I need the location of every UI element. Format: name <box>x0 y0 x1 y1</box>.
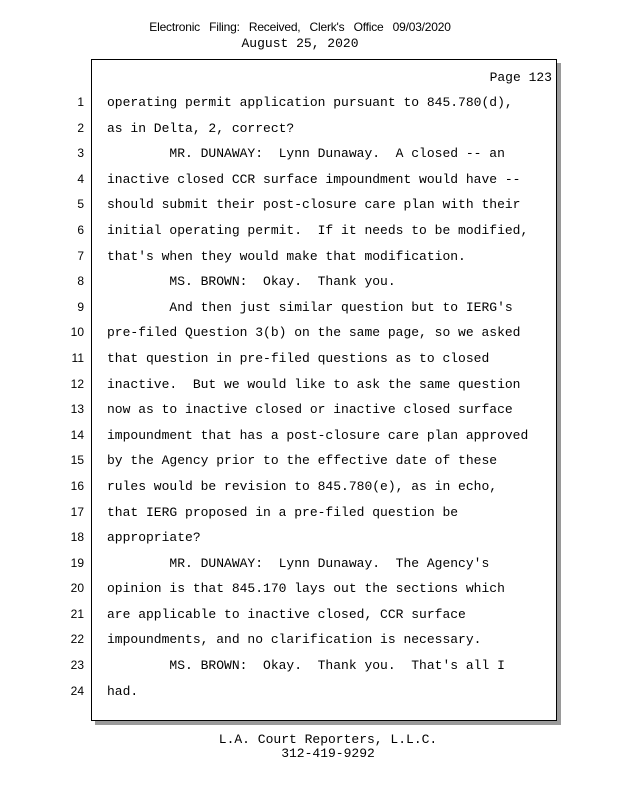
line-number: 18 <box>70 530 84 545</box>
line-text: opinion is that 845.170 lays out the sections which <box>107 581 505 597</box>
line-number: 11 <box>71 350 84 365</box>
line-text: should submit their post-closure care plan with their <box>107 197 521 213</box>
line-number: 21 <box>70 606 84 621</box>
court-reporter-name: L.A. Court Reporters, L.L.C. <box>218 732 438 747</box>
line-text: impoundment that has a post-closure care plan approved <box>107 427 529 443</box>
line-text: MS. BROWN: Okay. Thank you. <box>107 274 396 290</box>
line-number: 2 <box>77 120 84 135</box>
line-number: 14 <box>70 427 84 442</box>
line-number: 12 <box>70 376 84 391</box>
line-number: 19 <box>70 555 84 570</box>
line-text: operating permit application pursuant to 845.780(d), <box>107 95 513 110</box>
line-text: are applicable to inactive closed, CCR surface <box>107 606 466 622</box>
line-number: 3 <box>77 146 84 161</box>
line-text: MS. BROWN: Okay. Thank you. That's all I <box>107 658 505 674</box>
line-text: And then just similar question but to IERG's <box>107 299 513 315</box>
line-text: by the Agency prior to the effective date of these <box>107 453 498 469</box>
page-number: Page 123 <box>489 70 552 85</box>
line-number: 7 <box>77 248 84 263</box>
line-number: 6 <box>77 222 84 237</box>
line-number: 10 <box>70 325 84 340</box>
line-text: impoundments, and no clarification is necessary. <box>107 632 482 648</box>
line-number: 22 <box>70 632 84 647</box>
line-text: inactive closed CCR surface impoundment would have -- <box>107 171 521 187</box>
line-number: 23 <box>70 658 84 673</box>
line-number: 8 <box>77 274 84 289</box>
line-text: that IERG proposed in a pre-filed question be <box>107 504 459 520</box>
line-number: 24 <box>70 683 84 698</box>
line-text: initial operating permit. If it needs to be modified, <box>107 222 529 238</box>
filing-stamp: Electronic Filing: Received, Clerk's Office 09/03/2020 <box>149 20 451 34</box>
line-number: 20 <box>70 581 84 596</box>
line-text: rules would be revision to 845.780(e), as in echo, <box>107 478 498 494</box>
hearing-date: August 25, 2020 <box>241 36 359 51</box>
line-text: as in Delta, 2, correct? <box>107 120 295 136</box>
line-number: 9 <box>77 299 84 314</box>
line-number: 13 <box>70 402 84 417</box>
line-number: 16 <box>70 478 84 493</box>
line-number: 4 <box>77 171 84 186</box>
court-reporter-phone: 312-419-9292 <box>281 746 375 761</box>
line-text: MR. DUNAWAY: Lynn Dunaway. A closed -- an <box>107 146 505 162</box>
line-text: MR. DUNAWAY: Lynn Dunaway. The Agency's <box>107 555 490 571</box>
line-text: that's when they would make that modification. <box>107 248 466 264</box>
line-text: now as to inactive closed or inactive closed surface <box>107 402 513 418</box>
line-text: appropriate? <box>107 530 201 546</box>
line-text: pre-filed Question 3(b) on the same page, so we asked <box>107 325 521 341</box>
line-text: had. <box>107 683 139 699</box>
line-number: 5 <box>77 197 84 212</box>
line-number: 15 <box>70 453 84 468</box>
line-number: 1 <box>77 95 84 109</box>
line-number: 17 <box>70 504 84 519</box>
line-text: inactive. But we would like to ask the same question <box>107 376 521 392</box>
line-text: that question in pre-filed questions as to closed <box>107 350 490 366</box>
